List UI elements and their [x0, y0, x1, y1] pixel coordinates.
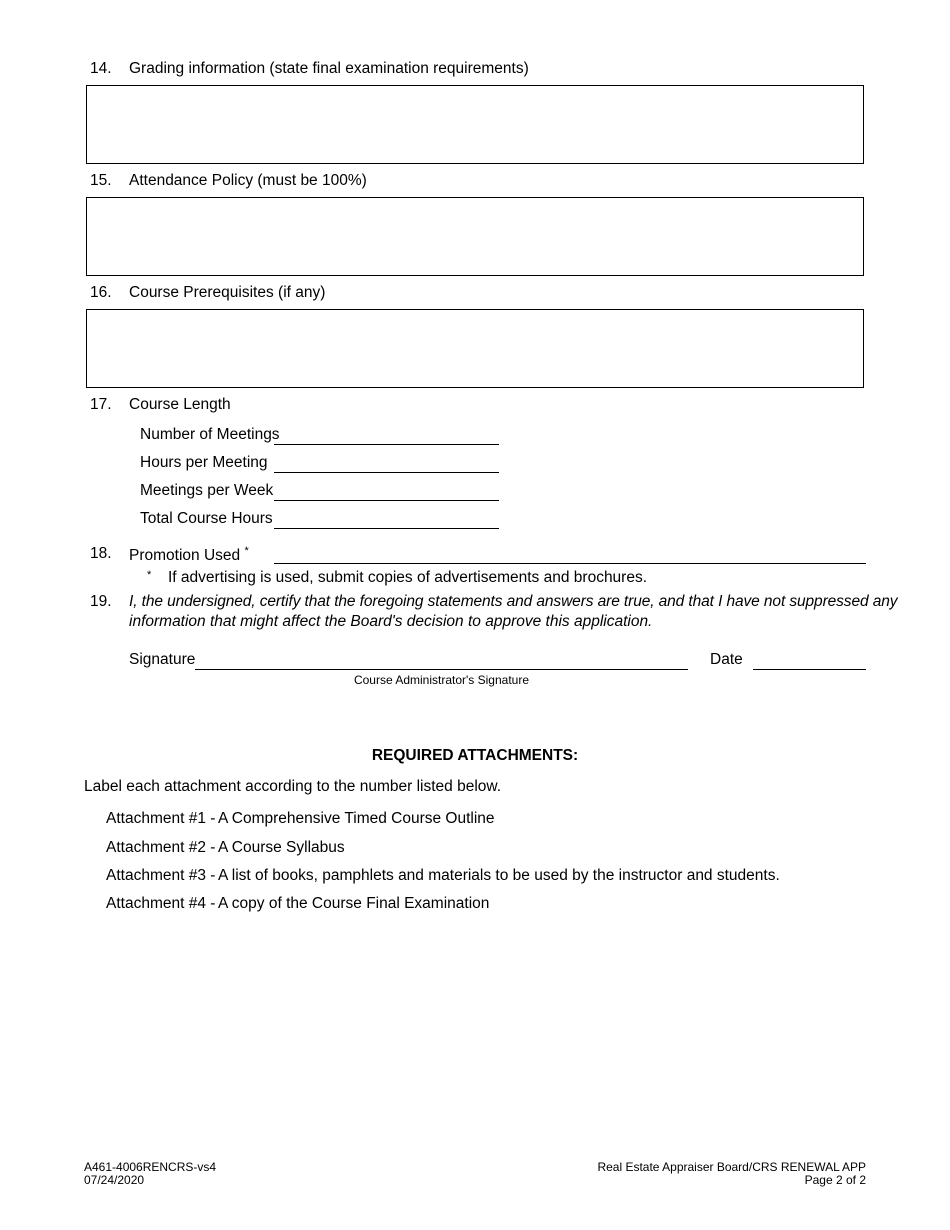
- item-14-label: Grading information (state final examination requirements): [129, 60, 529, 77]
- attachment-1-key: Attachment #1 -: [106, 810, 216, 827]
- meetings-per-week-label: Meetings per Week: [140, 482, 274, 499]
- promotion-note: If advertising is used, submit copies of advertisements and brochures.: [168, 569, 648, 586]
- attachment-4-key: Attachment #4 -: [106, 895, 216, 912]
- item-18-label: Promotion Used *: [129, 545, 249, 565]
- item-18-number: 18.: [90, 545, 112, 562]
- item-17-label: Course Length: [129, 396, 231, 413]
- attachment-2-key: Attachment #2 -: [106, 839, 216, 856]
- course-prerequisites-textarea[interactable]: [86, 309, 864, 388]
- attachment-3-key: Attachment #3 -: [106, 867, 216, 884]
- form-id: A461-4006RENCRS-vs4: [84, 1160, 217, 1174]
- item-15-label: Attendance Policy (must be 100%): [129, 172, 367, 189]
- item-16-label: Course Prerequisites (if any): [129, 284, 326, 301]
- signature-caption: Course Administrator's Signature: [353, 673, 530, 687]
- attachments-heading: REQUIRED ATTACHMENTS:: [371, 747, 579, 764]
- promotion-used-field[interactable]: [274, 563, 866, 564]
- number-of-meetings-label: Number of Meetings: [140, 426, 280, 443]
- asterisk-mark: *: [244, 545, 249, 557]
- item-14-number: 14.: [90, 60, 112, 77]
- attachment-3-value: A list of books, pamphlets and materials to be used by the instructor and students.: [218, 867, 780, 884]
- item-19-number: 19.: [90, 593, 112, 610]
- signature-field[interactable]: [195, 669, 688, 670]
- note-asterisk: *: [147, 569, 152, 581]
- date-field[interactable]: [753, 669, 866, 670]
- total-course-hours-field[interactable]: [274, 528, 499, 529]
- footer-right: [597, 1161, 866, 1187]
- footer-left: [84, 1161, 216, 1187]
- form-date: 07/24/2020: [84, 1173, 145, 1187]
- attendance-policy-textarea[interactable]: [86, 197, 864, 276]
- signature-label: Signature: [129, 651, 196, 668]
- date-label: Date: [710, 651, 743, 668]
- number-of-meetings-field[interactable]: [274, 444, 499, 445]
- item-17-number: 17.: [90, 396, 112, 413]
- form-title: Real Estate Appraiser Board/CRS RENEWAL APP: [597, 1160, 866, 1174]
- total-course-hours-label: Total Course Hours: [140, 510, 273, 527]
- page-number: Page 2 of 2: [804, 1173, 866, 1187]
- certification-line-1: I, the undersigned, certify that the foregoing statements and answers are true, and that I have not suppressed any: [129, 593, 898, 610]
- certification-line-2: information that might affect the Board's decision to approve this application.: [129, 613, 653, 630]
- attachment-4-value: A copy of the Course Final Examination: [218, 895, 490, 912]
- meetings-per-week-field[interactable]: [274, 500, 499, 501]
- hours-per-meeting-field[interactable]: [274, 472, 499, 473]
- grading-info-textarea[interactable]: [86, 85, 864, 164]
- attachments-intro: Label each attachment according to the number listed below.: [84, 778, 502, 795]
- item-16-number: 16.: [90, 284, 112, 301]
- attachment-1-value: A Comprehensive Timed Course Outline: [218, 810, 495, 827]
- hours-per-meeting-label: Hours per Meeting: [140, 454, 268, 471]
- item-15-number: 15.: [90, 172, 112, 189]
- attachment-2-value: A Course Syllabus: [218, 839, 345, 856]
